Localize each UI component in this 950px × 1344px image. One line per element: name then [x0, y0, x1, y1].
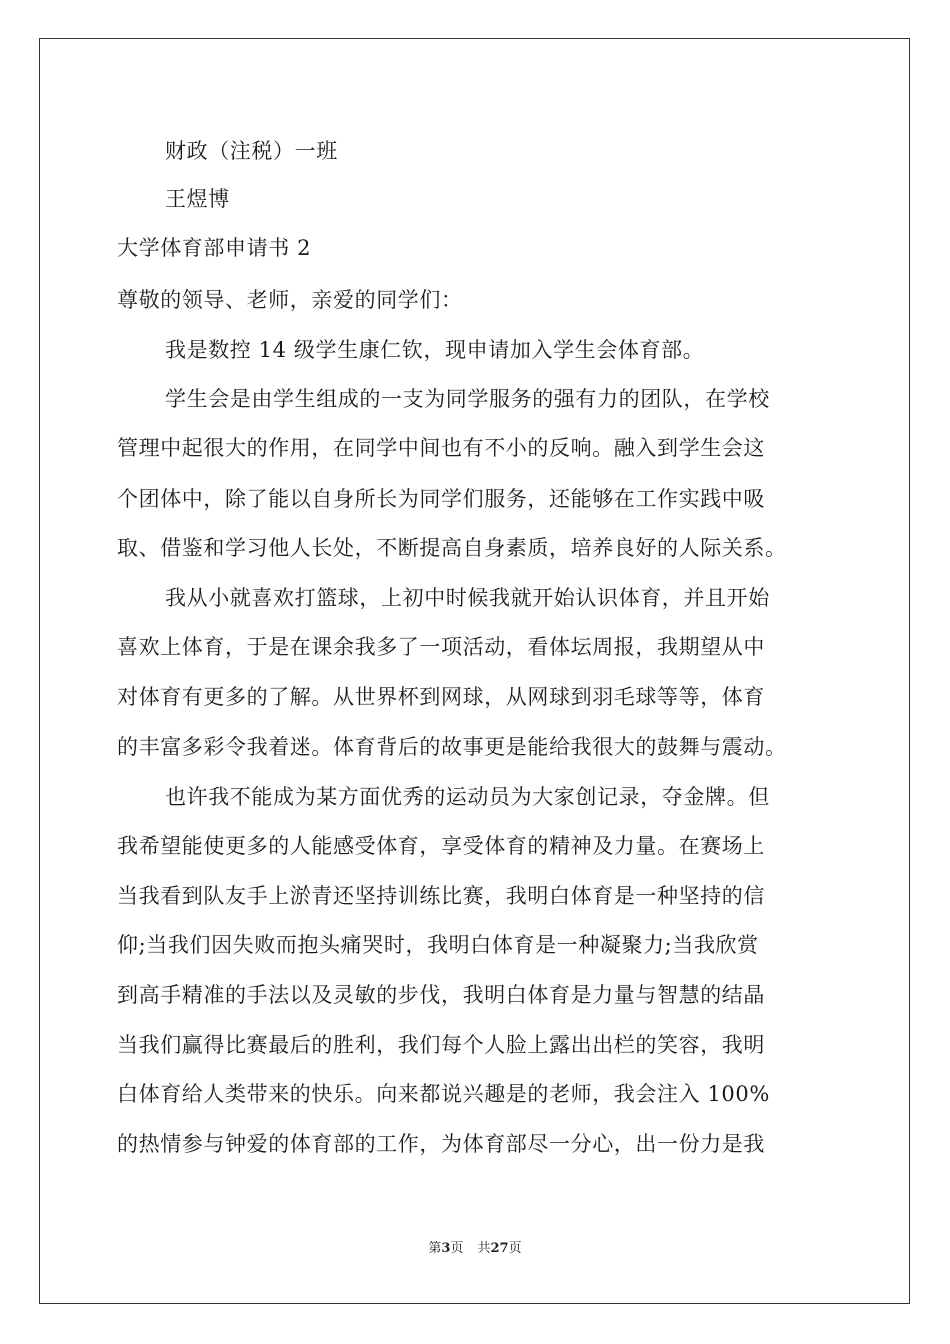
paragraph-line: 管理中起很大的作用，在同学中间也有不小的反响。融入到学生会这 — [117, 436, 765, 460]
salutation-line: 尊敬的领导、老师，亲爱的同学们： — [117, 288, 463, 312]
total-suffix: 页 — [508, 1241, 522, 1256]
paragraph-line: 白体育给人类带来的快乐。向来都说兴趣是的老师，我会注入 100% — [117, 1082, 770, 1106]
paragraph-line: 也许我不能成为某方面优秀的运动员为大家创记录，夺金牌。但 — [165, 785, 770, 809]
paragraph-line: 我希望能使更多的人能感受体育，享受体育的精神及力量。在赛场上 — [117, 834, 765, 858]
class-name-line: 财政（注税）一班 — [165, 139, 338, 163]
page-footer — [0, 1240, 950, 1258]
paragraph-line: 当我们赢得比赛最后的胜利，我们每个人脸上露出出栏的笑容，我明 — [117, 1033, 765, 1057]
paragraph-line: 的热情参与钟爱的体育部的工作，为体育部尽一分心，出一份力是我 — [117, 1132, 765, 1156]
page-suffix: 页 — [450, 1241, 464, 1256]
page-frame — [39, 38, 910, 1304]
paragraph-line: 个团体中，除了能以自身所长为同学们服务，还能够在工作实践中吸 — [117, 487, 765, 511]
section-title: 大学体育部申请书 2 — [117, 236, 312, 260]
paragraph-line: 学生会是由学生组成的一支为同学服务的强有力的团队，在学校 — [165, 387, 770, 411]
author-name-line: 王煜博 — [165, 187, 230, 211]
paragraph-line: 我从小就喜欢打篮球，上初中时候我就开始认识体育，并且开始 — [165, 586, 770, 610]
paragraph-line: 我是数控 14 级学生康仁钦，现申请加入学生会体育部。 — [165, 338, 705, 362]
paragraph-line: 仰;当我们因失败而抱头痛哭时，我明白体育是一种凝聚力;当我欣赏 — [117, 933, 759, 957]
paragraph-line: 当我看到队友手上淤青还坚持训练比赛，我明白体育是一种坚持的信 — [117, 884, 765, 908]
total-page-count: 27 — [490, 1241, 509, 1256]
current-page-number: 3 — [441, 1241, 451, 1256]
total-prefix: 共 — [477, 1241, 491, 1256]
page-prefix: 第 — [428, 1241, 442, 1256]
paragraph-line: 的丰富多彩令我着迷。体育背后的故事更是能给我很大的鼓舞与震动。 — [117, 735, 787, 759]
paragraph-line: 到高手精准的手法以及灵敏的步伐，我明白体育是力量与智慧的结晶 — [117, 983, 765, 1007]
paragraph-line: 取、借鉴和学习他人长处，不断提高自身素质，培养良好的人际关系。 — [117, 536, 787, 560]
paragraph-line: 喜欢上体育，于是在课余我多了一项活动，看体坛周报，我期望从中 — [117, 635, 765, 659]
paragraph-line: 对体育有更多的了解。从世界杯到网球，从网球到羽毛球等等，体育 — [117, 685, 765, 709]
